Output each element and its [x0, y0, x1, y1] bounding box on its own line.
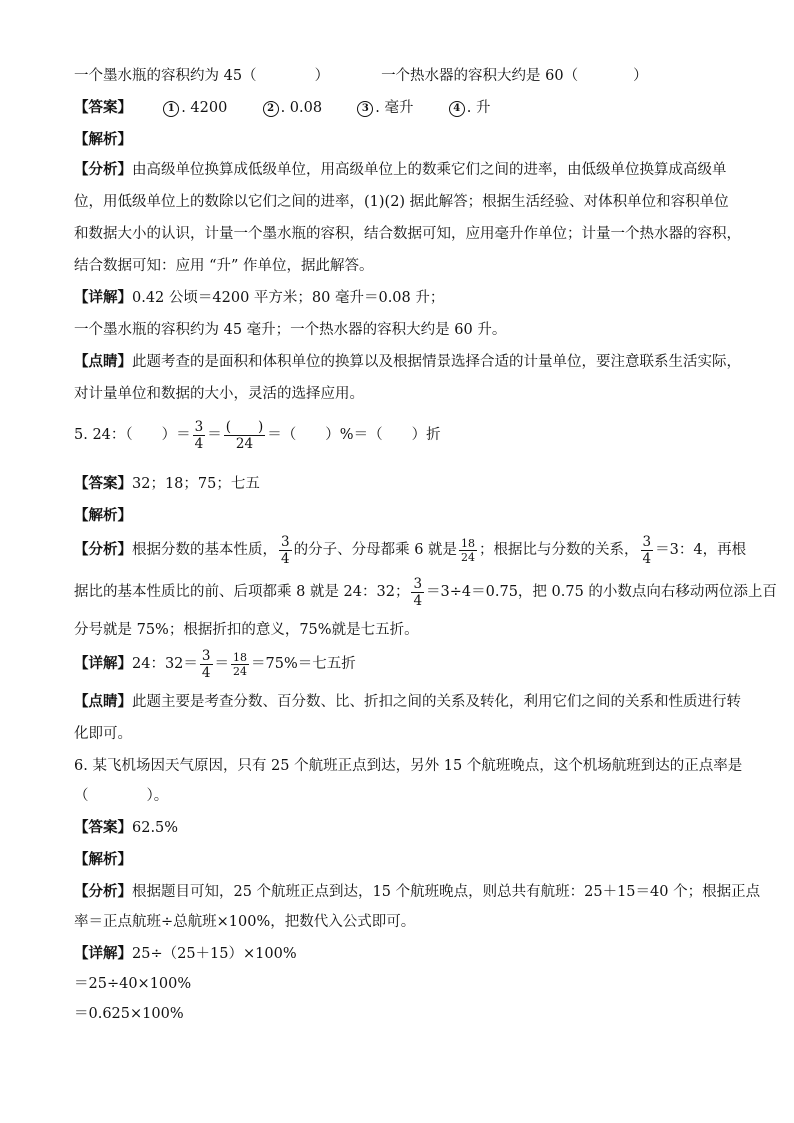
q4-fenxi-3: 和数据大小的认识，计量一个墨水瓶的容积，结合数据可知，应用毫升作单位；计量一个热水器的容积，	[74, 226, 741, 242]
q5-stem: 5. 24：（ ）＝ $\frac{3}{4}$ ＝ $\frac{( )}{24}$ ＝（ ）%＝（ ）折	[74, 418, 441, 452]
q4-dianjing-1: 【点睛】此题考查的是面积和体积单位的换算以及根据情景选择合适的计量单位，要注意联系生活实际，	[74, 353, 741, 370]
xiangjie-tag: 【详解】	[74, 655, 132, 672]
answer-item: 4 . 升	[449, 100, 491, 116]
q4-fenxi-1: 【分析】由高级单位换算成低级单位，用高级单位上的数乘它们之间的进率，由低级单位换算成高级单	[74, 161, 727, 178]
fraction: $\frac{3}{4}$	[194, 418, 204, 452]
xiangjie-tag: 【详解】	[74, 945, 132, 962]
circled-number: 2	[263, 101, 279, 117]
q5-dianjing-1: 【点睛】此题主要是考查分数、百分数、比、折扣之间的关系及转化，利用它们之间的关系和性质进行转	[74, 693, 741, 710]
answer-tag: 【答案】	[74, 819, 132, 836]
q4-answer-line	[74, 98, 490, 118]
dianjing-tag: 【点睛】	[74, 353, 132, 370]
q4-xiangjie-2: 一个墨水瓶的容积约为 45 毫升；一个热水器的容积大约是 60 升。	[74, 322, 507, 338]
jiexi-tag: 【解析】	[74, 507, 132, 524]
fraction-blank: $\frac{( )}{24}$	[225, 418, 264, 452]
q4-fenxi-4: 结合数据可知：应用 “升” 作单位，据此解答。	[74, 258, 374, 274]
q5-xiangjie: 【详解】24：32＝ $\frac{3}{4}$ ＝ $\frac{18}{24}$ ＝75%＝七五折	[74, 647, 356, 681]
circled-number: 4	[449, 101, 465, 117]
q5-dianjing-2: 化即可。	[74, 726, 132, 742]
q6-xiangjie-1: 【详解】25÷（25＋15）×100%	[74, 945, 297, 962]
q4-stem-line: 一个墨水瓶的容积约为 45（ ） 一个热水器的容积大约是 60（ ）	[74, 68, 648, 84]
jiexi-tag: 【解析】	[74, 851, 132, 868]
q6-stem-1: 6. 某飞机场因天气原因，只有 25 个航班正点到达，另外 15 个航班晚点，这个机场航班到达的正点率是	[74, 758, 743, 774]
q4-fenxi-2: 位，用低级单位上的数除以它们之间的进率，(1)(2) 据此解答；根据生活经验、对体积单位和容积单位	[74, 194, 729, 210]
q4-ink-bottle-text: 一个墨水瓶的容积约为 45（	[74, 68, 257, 84]
fenxi-tag: 【分析】	[74, 541, 132, 558]
answer-item: 3 . 毫升	[357, 100, 413, 116]
fraction: $\frac{3}{4}$	[281, 533, 290, 567]
q4-heater-text: 一个热水器的容积大约是 60（	[381, 68, 579, 84]
q6-fenxi-1: 【分析】根据题目可知，25 个航班正点到达，15 个航班晚点，则总共有航班：25＋15＝40 个；根据正点	[74, 883, 761, 900]
jiexi-tag: 【解析】	[74, 131, 132, 148]
answer-tag: 【答案】	[74, 99, 132, 116]
answer-item: 2 . 0.08	[263, 100, 323, 116]
q5-fenxi-2: 据比的基本性质比的前、后项都乘 8 就是 24：32； $\frac{3}{4}$ ＝3÷4＝0.75，把 0.75 的小数点向右移动两位添上百	[74, 575, 777, 609]
circled-number: 3	[357, 101, 373, 117]
fraction: $\frac{3}{4}$	[413, 575, 423, 609]
dianjing-tag: 【点睛】	[74, 693, 132, 710]
q4-dianjing-2: 对计量单位和数据的大小，灵活的选择应用。	[74, 386, 364, 402]
fraction: $\frac{3}{4}$	[201, 647, 211, 681]
fraction: $\frac{18}{24}$	[461, 536, 476, 564]
q6-xiangjie-3: ＝0.625×100%	[74, 1006, 184, 1022]
fraction: $\frac{3}{4}$	[642, 533, 652, 567]
q6-xiangjie-2: ＝25÷40×100%	[74, 976, 192, 992]
q5-fenxi-1: 【分析】根据分数的基本性质， $\frac{3}{4}$ 的分子、分母都乘 6 就是 $\frac{18}{24}$ ；根据比与分数的关系， $\frac{3}{4}$ ＝3：4，再根	[74, 533, 747, 567]
q5-answer: 【答案】32；18；75；七五	[74, 475, 260, 492]
q6-fenxi-2: 率＝正点航班÷总航班×100%，把数代入公式即可。	[74, 914, 416, 930]
q6-answer: 【答案】62.5%	[74, 819, 179, 836]
q5-fenxi-3: 分号就是 75%；根据折扣的意义，75%就是七五折。	[74, 622, 419, 638]
q6-stem-2: （ ）。	[74, 788, 169, 804]
fenxi-tag: 【分析】	[74, 161, 132, 178]
answer-tag: 【答案】	[74, 475, 132, 492]
xiangjie-tag: 【详解】	[74, 289, 132, 306]
q4-xiangjie-1: 【详解】0.42 公顷＝4200 平方米；80 毫升＝0.08 升；	[74, 289, 445, 306]
answer-item: 1 . 4200	[163, 100, 227, 116]
fraction: $\frac{18}{24}$	[233, 650, 247, 678]
circled-number: 1	[163, 101, 179, 117]
fenxi-tag: 【分析】	[74, 883, 132, 900]
